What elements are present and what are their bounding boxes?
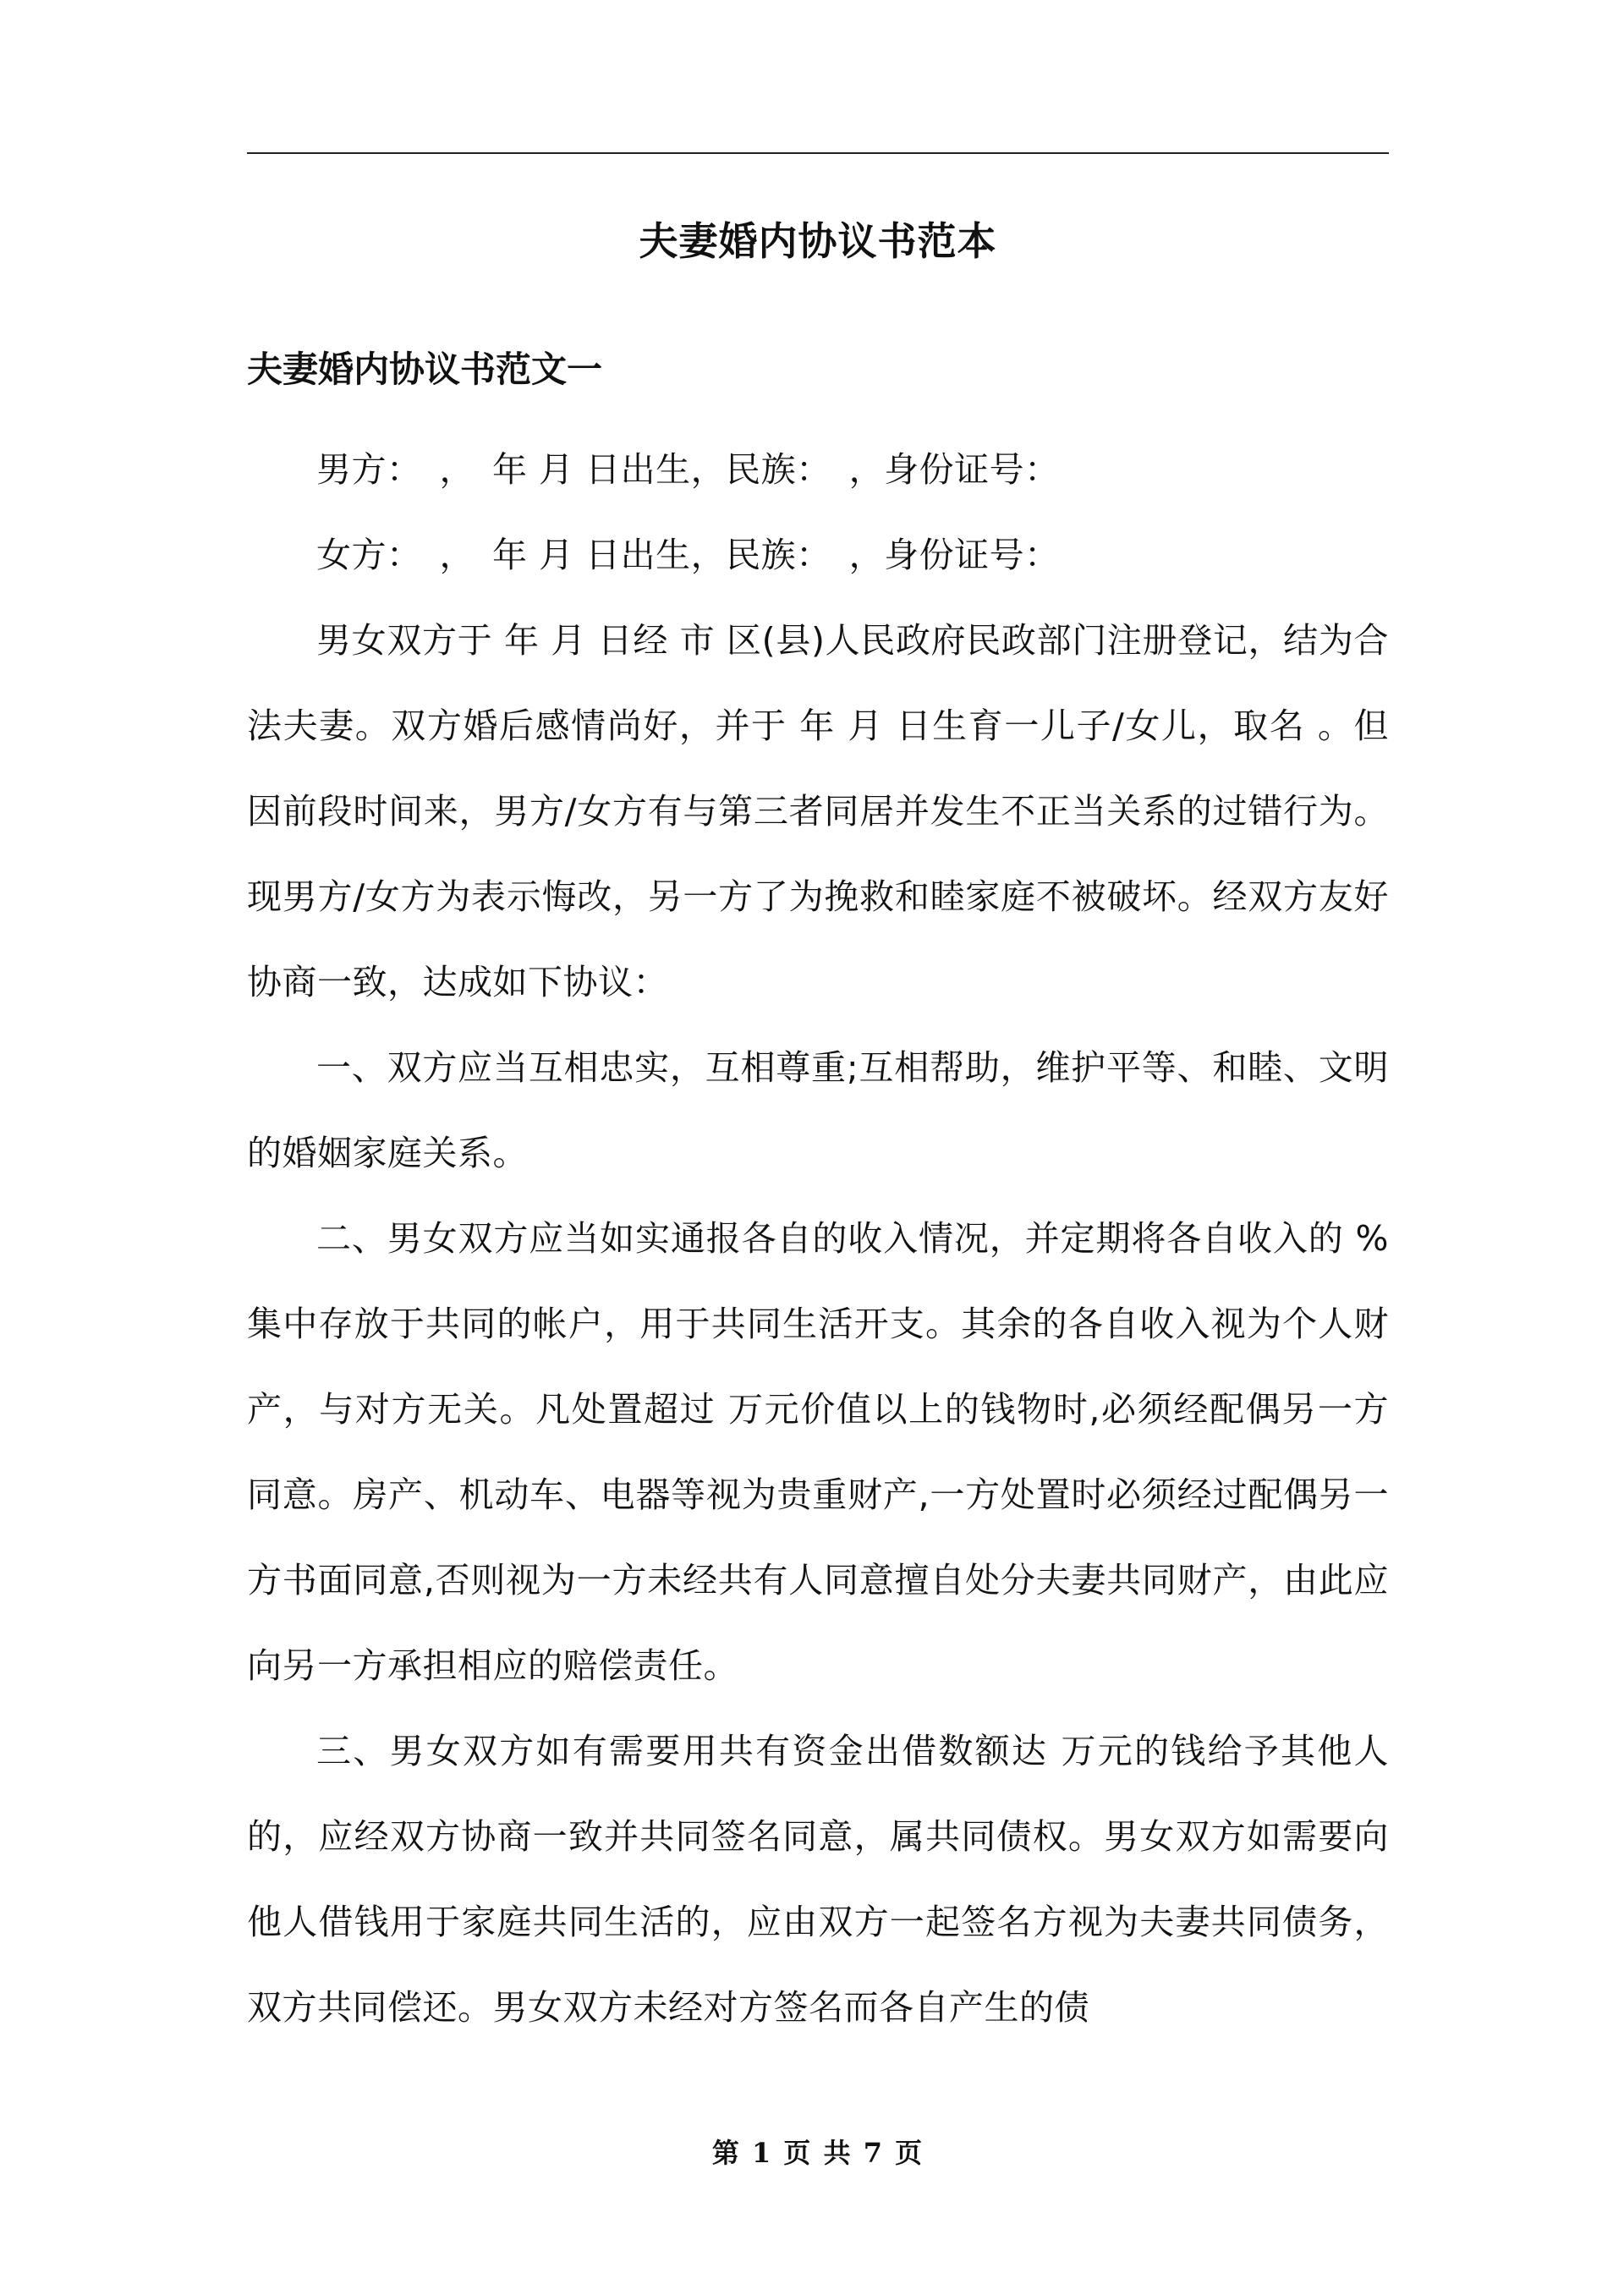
document-title: 夫妻婚内协议书范本	[639, 218, 997, 264]
section-heading: 夫妻婚内协议书范文一	[247, 349, 603, 390]
paragraph-clause-1: 一、双方应当互相忠实，互相尊重;互相帮助，维护平等、和睦、文明的婚姻家庭关系。	[247, 1047, 1389, 1173]
page-number: 第 1 页 共 7 页	[711, 2137, 924, 2169]
document-body	[247, 427, 1389, 2051]
paragraph-background: 男女双方于 年 月 日经 市 区(县)人民政府民政部门注册登记，结为合法夫妻。双方婚后感情尚好，并于 年 月 日生育一儿子/女儿，取名 。但因前段时间来，男方/女方有与第三者同居并发生不正当关系的过错行为。现男方/女方为表示悔改，另一方了为挽救和睦家庭不被破坏。经双方友好协商一致，达成如下协议：	[247, 620, 1389, 1002]
paragraph-clause-3: 三、男女双方如有需要用共有资金出借数额达 万元的钱给予其他人的，应经双方协商一致并共同签名同意，属共同债权。男女双方如需要向他人借钱用于家庭共同生活的，应由双方一起签名方视为夫妻共同债务，双方共同偿还。男女双方未经对方签名而各自产生的债	[247, 1731, 1389, 2028]
header-divider	[247, 152, 1389, 154]
paragraph-female-party: 女方： ， 年 月 日出生，民族： ，身份证号：	[316, 535, 1060, 575]
paragraph-male-party: 男方： ， 年 月 日出生，民族： ，身份证号：	[316, 449, 1060, 490]
paragraph-clause-2: 二、男女双方应当如实通报各自的收入情况，并定期将各自收入的 %集中存放于共同的帐户，用于共同生活开支。其余的各自收入视为个人财产，与对方无关。凡处置超过 万元价值以上的钱物时,必须经配偶另一方同意。房产、机动车、电器等视为贵重财产,一方处置时必须经过配偶另一方书面同意,否则视为一方未经共有人同意擅自处分夫妻共同财产，由此应向另一方承担相应的赔偿责任。	[247, 1218, 1389, 1686]
